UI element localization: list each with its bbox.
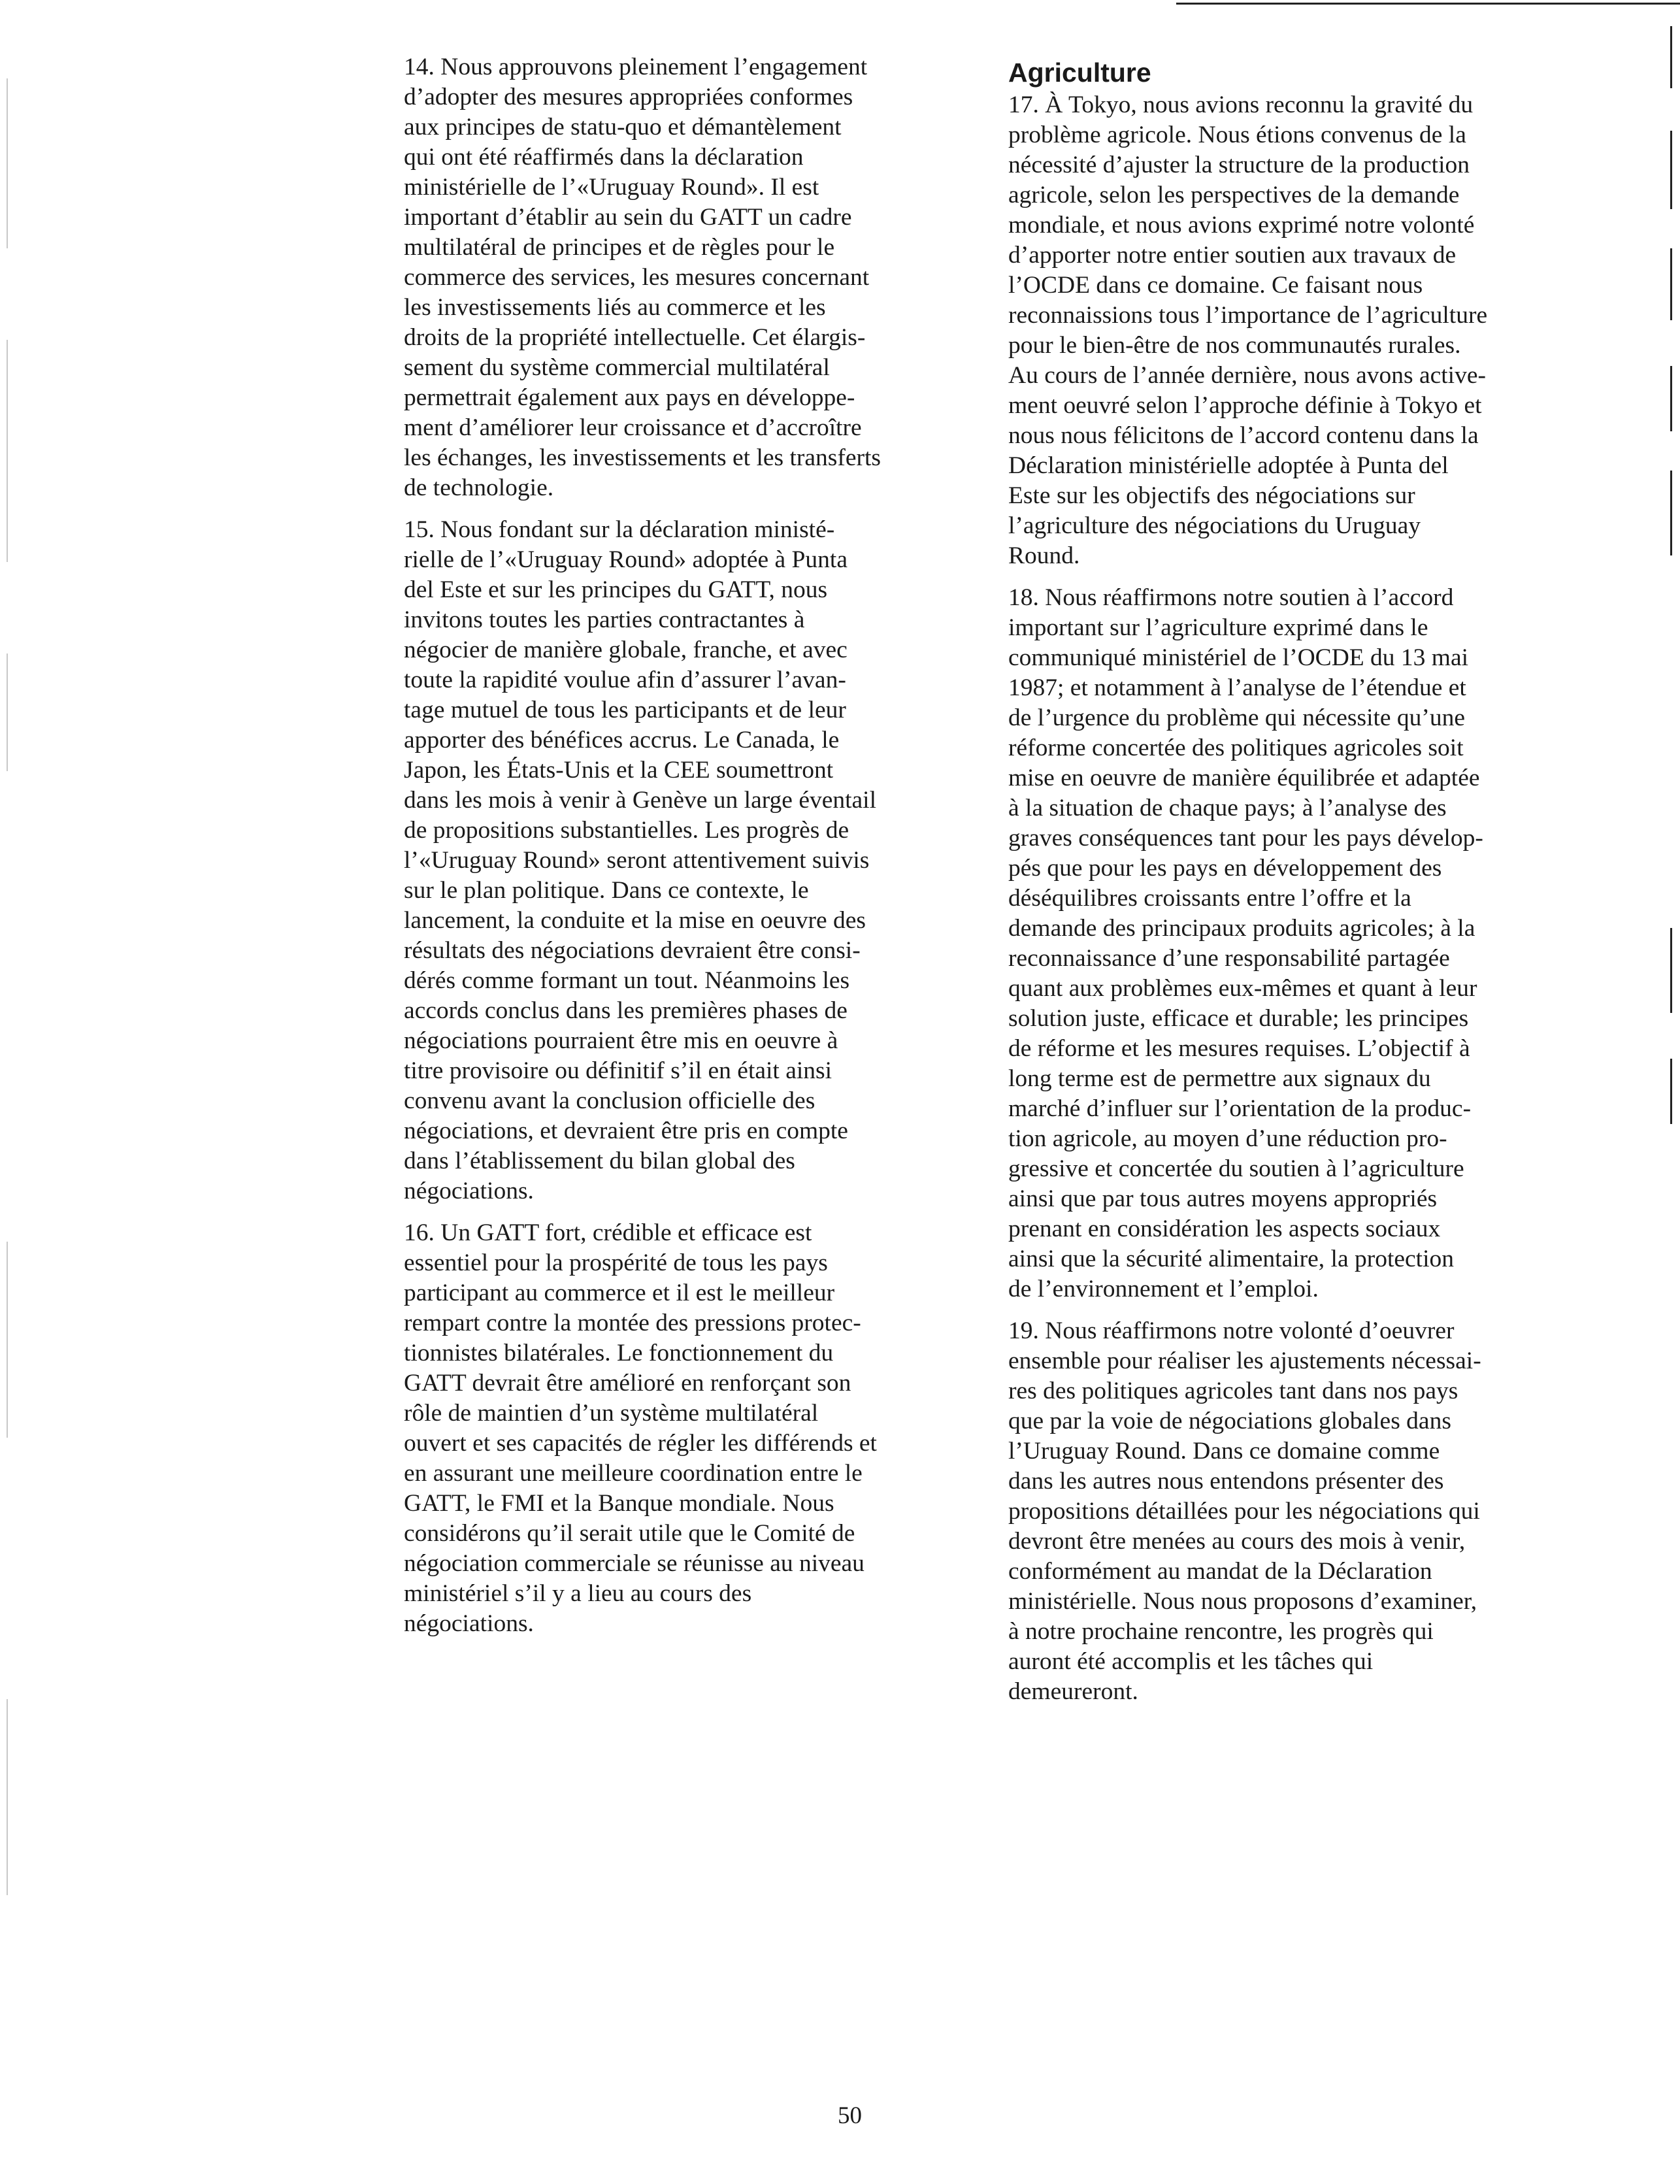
change-bar: [1670, 1059, 1672, 1124]
change-bar: [1670, 248, 1672, 320]
scan-mark: [7, 1242, 8, 1438]
scan-mark: [7, 654, 8, 771]
scan-mark: [7, 340, 8, 562]
change-bar: [1670, 471, 1672, 555]
change-bar: [1670, 131, 1672, 209]
scan-mark: [7, 78, 8, 248]
paragraph-14: 14. Nous approuvons pleinement l’engagement d’adopter des mesures appropriées conformes aux principes de statu-quo et démantèlement qui ont été réaffirmés dans la déclaration ministérielle de l’«Uruguay Round». Il est important d’établir au sein du GATT un cadre multilatéral de principes et de règles pour le commerce des services, les mesures concernant les investissements liés au commerce et les droits de la propriété intellectuelle. Cet élargis- sement du système commercial multilatéral permettrait également aux pays en développe- ment d’améliorer leur croissance et d’accroître les échanges, les investissements et les transferts de technologie.: [404, 54, 881, 501]
paragraph-16: 16. Un GATT fort, crédible et efficace est essentiel pour la prospérité de tous les pays participant au commerce et il est le meilleur rempart contre la montée des pressions protec- tionnistes bilatérales. Le fonctionnement du GATT devrait être amélioré en renforçant son rôle de maintien d’un système multilatéral ouvert et ses capacités de régler les différends et en assurant une meilleure coordination entre le GATT, le FMI et la Banque mondiale. Nous considérons qu’il serait utile que le Comité de négociation commerciale se réunisse au niveau ministériel s’il y a lieu au cours des négociations.: [404, 1219, 877, 1637]
paragraph-17: 17. À Tokyo, nous avions reconnu la gravité du problème agricole. Nous étions convenus de la nécessité d’ajuster la structure de la production agricole, selon les perspectives de la demande mondiale, et nous avions exprimé notre volonté d’apporter notre entier soutien aux travaux de l’OCDE dans ce domaine. Ce faisant nous reconnaissions tous l’importance de l’agriculture pour le bien-être de nos communautés rurales. Au cours de l’année dernière, nous avons active- ment oeuvré selon l’approche définie à Tokyo et nous nous félicitons de l’accord contenu dans la Déclaration ministérielle adoptée à Punta del Este sur les objectifs des négociations sur l’agriculture des négociations du Uruguay Round.: [1008, 91, 1488, 569]
change-bar: [1670, 26, 1672, 88]
left-column: [404, 52, 979, 1651]
scan-mark: [7, 1699, 8, 1895]
paragraph-19: 19. Nous réaffirmons notre volonté d’oeuvrer ensemble pour réaliser les ajustements nécessai- res des politiques agricoles tant dans nos pays que par la voie de négociations globales dans l’Uruguay Round. Dans ce domaine comme dans les autres nous entendons présenter des propositions détaillées pour les négociations qui devront être menées au cours des mois à venir, conformément au mandat de la Déclaration ministérielle. Nous nous proposons d’examiner, à notre prochaine rencontre, les progrès qui auront été accomplis et les tâches qui demeureront.: [1008, 1317, 1481, 1705]
paragraph-18: 18. Nous réaffirmons notre soutien à l’accord important sur l’agriculture exprimé dans le communiqué ministériel de l’OCDE du 13 mai 1987; et notamment à l’analyse de l’étendue et de l’urgence du problème qui nécessite qu’une réforme concertée des politiques agricoles soit mise en oeuvre de manière équilibrée et adaptée à la situation de chaque pays; à l’analyse des graves conséquences tant pour les pays dévelop- pés que pour les pays en développement des déséquilibres croissants entre l’offre et la demande des principaux produits agricoles; à la reconnaissance d’une responsabilité partagée quant aux problèmes eux-mêmes et quant à leur solution juste, efficace et durable; les principes de réforme et les mesures requises. L’objectif à long terme est de permettre aux signaux du marché d’influer sur l’orientation de la produc- tion agricole, au moyen d’une réduction pro- gressive et concertée du soutien à l’agriculture ainsi que par tous autres moyens appropriés prenant en considération les aspects sociaux ainsi que la sécurité alimentaire, la protection de l’environnement et l’emploi.: [1008, 584, 1483, 1302]
section-heading-agriculture: Agriculture: [1008, 58, 1151, 88]
right-column: [1008, 52, 1583, 1719]
change-bar: [1670, 928, 1672, 1013]
paragraph-15: 15. Nous fondant sur la déclaration ministé- rielle de l’«Uruguay Round» adoptée à Punta del Este et sur les principes du GATT, nous invitons toutes les parties contractantes à négocier de manière globale, franche, et avec toute la rapidité voulue afin d’assurer l’avan- tage mutuel de tous les participants et de leur apporter des bénéfices accrus. Le Canada, le Japon, les États-Unis et la CEE soumettront dans les mois à venir à Genève un large éventail de propositions substantielles. Les progrès de l’«Uruguay Round» seront attentivement suivis sur le plan politique. Dans ce contexte, le lancement, la conduite et la mise en oeuvre des résultats des négociations devraient être consi- dérés comme formant un tout. Néanmoins les accords conclus dans les premières phases de négociations pourraient être mis en oeuvre à titre provisoire ou définitif s’il en était ainsi convenu avant la conclusion officielle des négociations, et devraient être pris en compte dans l’établissement du bilan global des négociations.: [404, 516, 877, 1204]
change-bar: [1670, 366, 1672, 431]
top-rule: [1176, 3, 1680, 5]
page-number: 50: [838, 2102, 862, 2129]
